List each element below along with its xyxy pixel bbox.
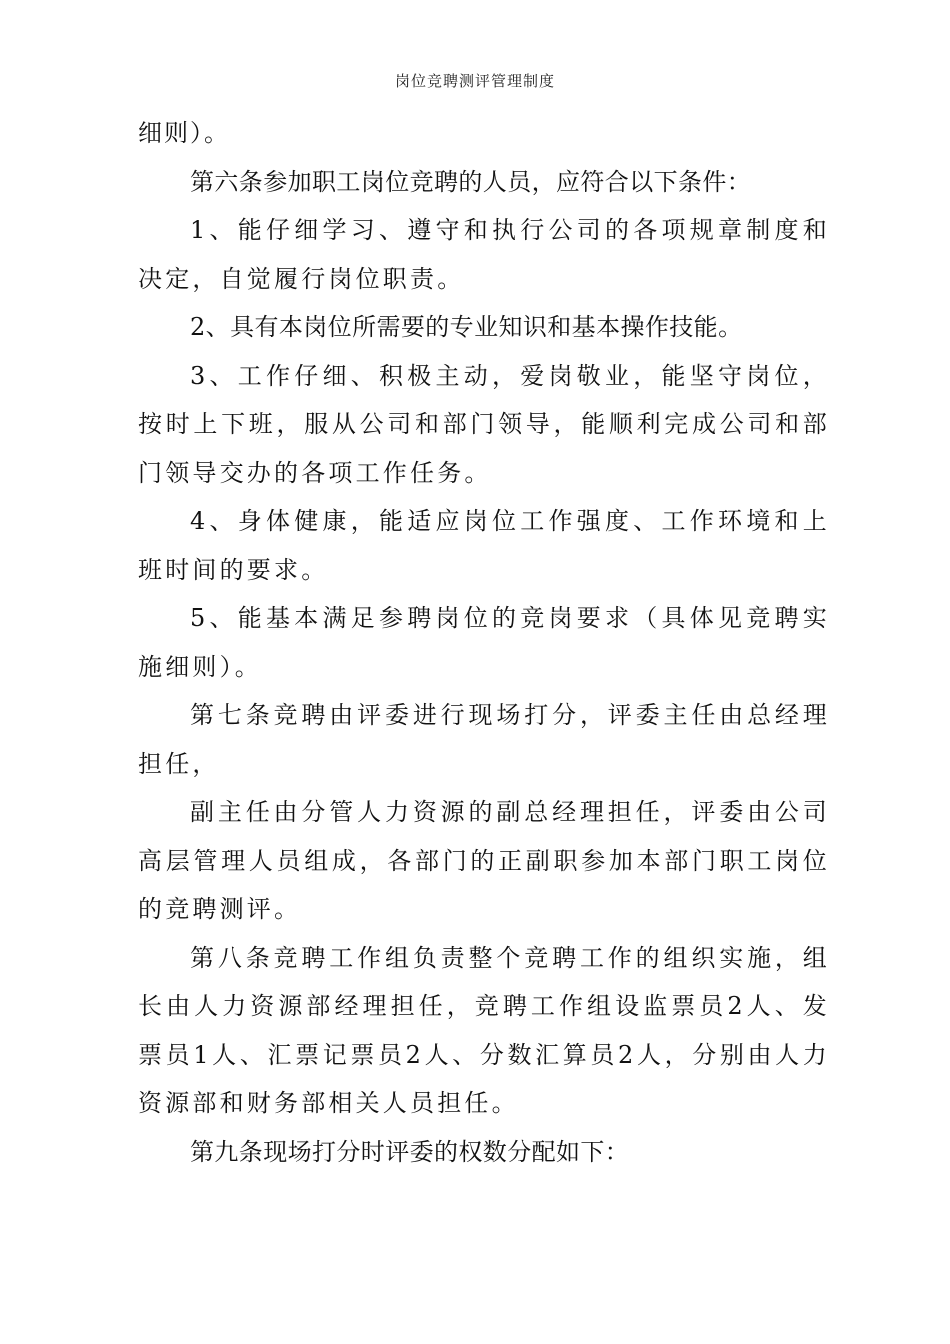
article-6-heading: 第六条参加职工岗位竞聘的人员，应符合以下条件： (190, 167, 752, 196)
article-9-paragraph: 第九条现场打分时评委的权数分配如下： (190, 1137, 630, 1166)
page-header-title: 岗位竞聘测评管理制度 (394, 72, 555, 90)
condition-item-5: 5、能基本满足参聘岗位的竞岗要求（具体见竞聘实施细则）。 (138, 604, 830, 681)
article-7-paragraph: 第七条竞聘由评委进行现场打分，评委主任由总经理担任， (138, 701, 830, 778)
condition-item-4: 4、身体健康，能适应岗位工作强度、工作环境和上班时间的要求。 (138, 507, 830, 584)
condition-item-1: 1、能仔细学习、遵守和执行公司的各项规章制度和决定，自觉履行岗位职责。 (138, 216, 830, 293)
condition-item-3: 3、工作仔细、积极主动，爱岗敬业，能坚守岗位，按时上下班，服从公司和部门领导，能顺利完成公司和部门领导交办的各项工作任务。 (138, 361, 830, 487)
document-body (138, 109, 830, 1176)
paragraph-continuation: 细则）。 (138, 119, 230, 147)
condition-item-2: 2、具有本岗位所需要的专业知识和基本操作技能。 (190, 313, 743, 341)
article-8-paragraph: 第八条竞聘工作组负责整个竞聘工作的组织实施，组长由人力资源部经理担任，竞聘工作组设监票员2人、发票员1人、汇票记票员2人、分数汇算员2人，分别由人力资源部和财务部相关人员担任。 (138, 943, 830, 1117)
article-7-continuation: 副主任由分管人力资源的副总经理担任，评委由公司高层管理人员组成，各部门的正副职参加本部门职工岗位的竞聘测评。 (138, 798, 830, 923)
